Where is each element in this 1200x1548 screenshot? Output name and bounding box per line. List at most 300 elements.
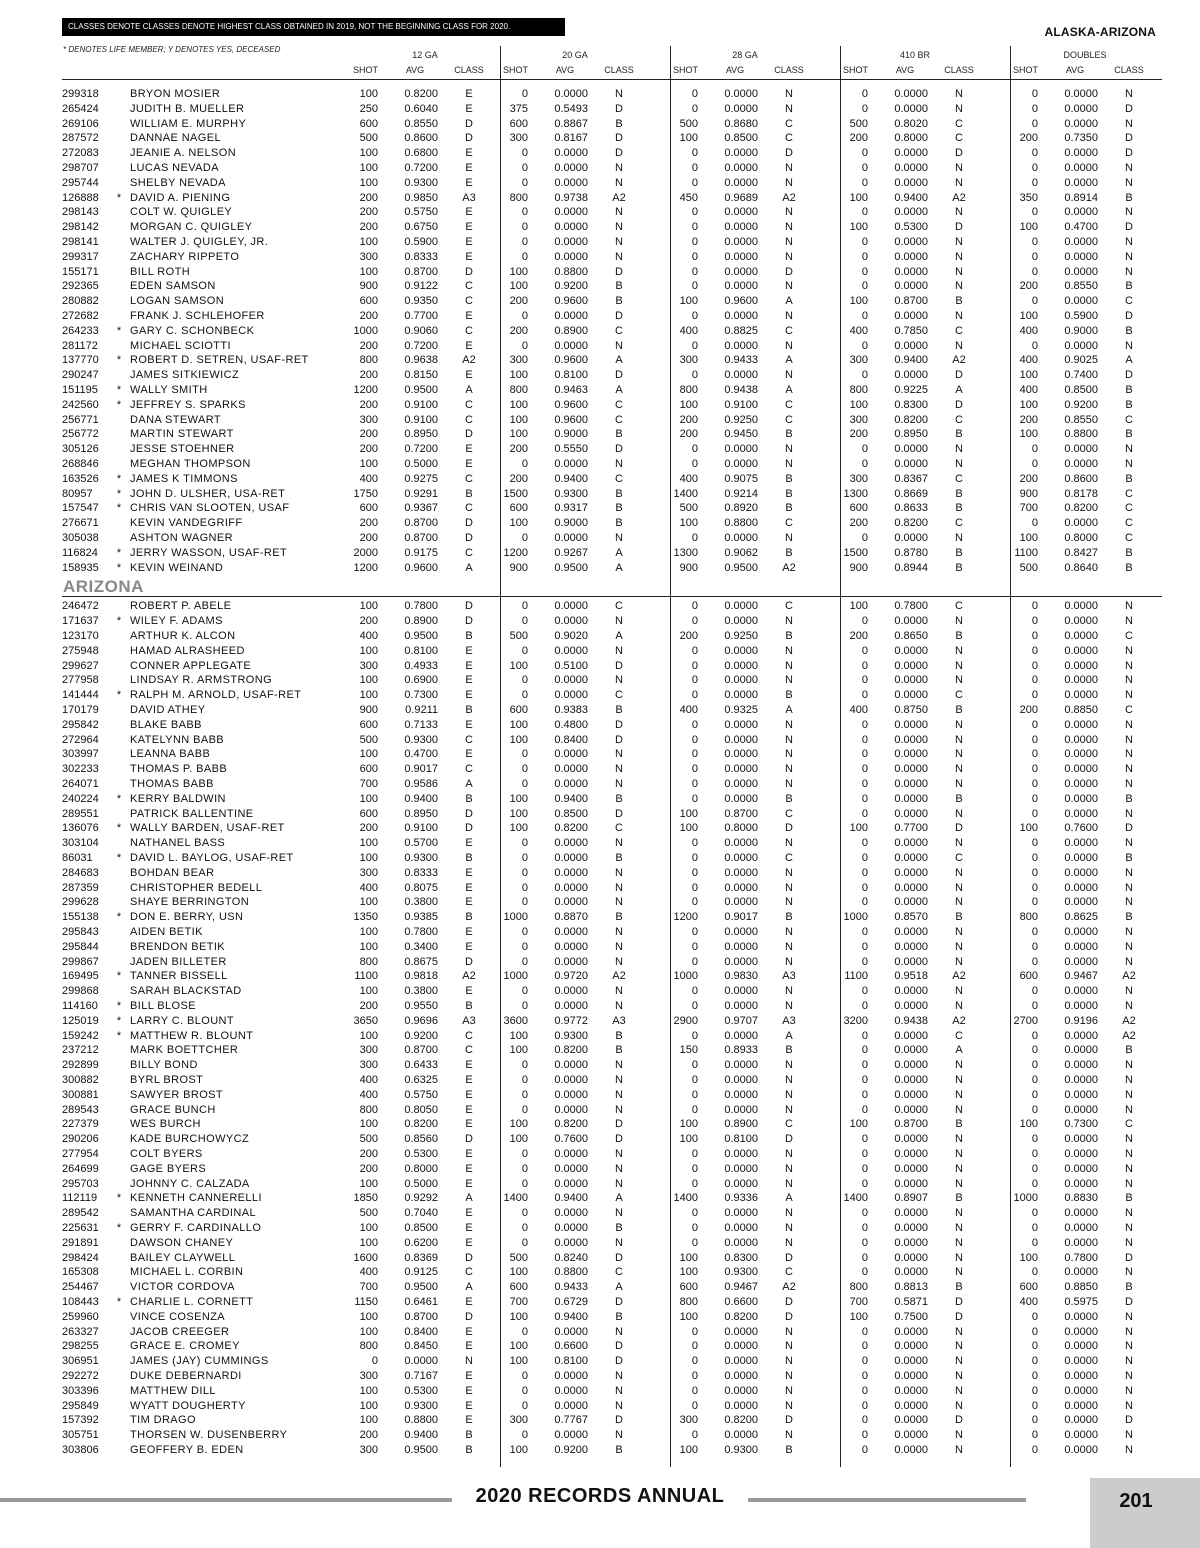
avg-value: 0.0000 — [724, 1029, 758, 1042]
class-value: D — [615, 718, 623, 731]
class-value: C — [465, 1029, 473, 1042]
shot-value: 0 — [691, 985, 698, 998]
avg-value: 0.0000 — [1064, 1236, 1098, 1249]
table-row — [62, 1221, 1162, 1236]
class-value: B — [615, 1044, 623, 1057]
class-value: N — [785, 926, 793, 938]
class-value: A2 — [782, 1281, 796, 1294]
member-id: 292365 — [62, 280, 99, 293]
member-id: 306951 — [62, 1355, 99, 1368]
class-value: N — [785, 940, 793, 953]
class-value: N — [1125, 718, 1133, 731]
avg-value: 0.0000 — [1064, 644, 1098, 657]
shot-value: 0 — [691, 1355, 698, 1368]
avg-value: 0.8178 — [1064, 487, 1098, 500]
avg-value: 0.0000 — [724, 600, 758, 613]
class-value: B — [1125, 384, 1133, 396]
avg-value: 0.9383 — [554, 704, 588, 716]
avg-header: AVG — [1065, 65, 1085, 75]
shot-value: 100 — [509, 1266, 528, 1279]
shot-value: 0 — [691, 443, 698, 456]
table-row — [62, 427, 1162, 442]
class-value: A2 — [612, 191, 626, 204]
class-value: D — [955, 822, 963, 835]
class-value: E — [465, 896, 473, 909]
class-value: N — [955, 1207, 963, 1220]
avg-value: 0.7200 — [404, 339, 438, 352]
member-id: 299317 — [62, 250, 99, 263]
shot-value: 100 — [509, 718, 528, 731]
shot-value: 200 — [359, 428, 378, 441]
header-rule — [62, 79, 1162, 80]
avg-value: 0.0000 — [1064, 1088, 1098, 1101]
class-value: A3 — [782, 1014, 796, 1027]
class-value: N — [955, 250, 963, 263]
class-value: B — [465, 630, 473, 642]
shot-value: 100 — [509, 369, 528, 382]
avg-value: 0.9292 — [404, 1192, 438, 1205]
shot-value: 0 — [861, 1207, 868, 1220]
class-value: B — [1125, 398, 1133, 411]
class-value: N — [1125, 1074, 1133, 1086]
avg-value: 0.8800 — [554, 1266, 588, 1279]
class-value: D — [1125, 310, 1133, 322]
member-name: KEVIN WEINAND — [130, 561, 224, 574]
avg-value: 0.8800 — [554, 265, 588, 278]
member-name: COLT BYERS — [130, 1148, 203, 1160]
table-row — [62, 925, 1162, 940]
shot-value: 100 — [1019, 822, 1038, 835]
avg-value: 0.0000 — [1064, 117, 1098, 130]
shot-value: 0 — [691, 1236, 698, 1249]
avg-value: 0.0000 — [554, 896, 588, 909]
class-value: D — [615, 1251, 623, 1264]
avg-value: 0.9550 — [404, 1000, 438, 1012]
shot-value: 0 — [691, 1370, 698, 1382]
member-name: SAWYER BROST — [130, 1088, 224, 1101]
avg-value: 0.5750 — [404, 1088, 438, 1101]
shot-value: 700 — [849, 1296, 868, 1308]
class-value: E — [465, 1207, 473, 1220]
shot-value: 700 — [359, 778, 378, 790]
member-id: 298424 — [62, 1251, 99, 1264]
table-row — [62, 1117, 1162, 1132]
avg-value: 0.9100 — [724, 398, 758, 411]
avg-value: 0.8700 — [404, 1310, 438, 1323]
table-row — [62, 131, 1162, 146]
class-value: D — [785, 1414, 793, 1427]
class-value: N — [785, 1222, 793, 1234]
avg-value: 0.5300 — [404, 1148, 438, 1160]
table-row — [62, 279, 1162, 294]
table-row — [62, 235, 1162, 250]
class-value: N — [955, 1384, 963, 1397]
shot-value: 100 — [849, 1310, 868, 1323]
table-row — [62, 1310, 1162, 1325]
member-id: 299868 — [62, 985, 99, 998]
class-value: N — [785, 837, 793, 850]
shot-value: 100 — [509, 1310, 528, 1323]
class-header: CLASS — [604, 65, 634, 75]
class-value: E — [465, 1162, 473, 1175]
shot-value: 0 — [691, 265, 698, 278]
avg-value: 0.8650 — [894, 630, 928, 642]
shot-value: 0 — [371, 1355, 378, 1368]
class-value: N — [615, 88, 623, 100]
class-value: C — [785, 852, 793, 864]
shot-value: 0 — [691, 881, 698, 894]
shot-value: 400 — [849, 324, 868, 337]
member-id: 284683 — [62, 866, 99, 879]
avg-value: 0.0000 — [554, 1000, 588, 1012]
shot-value: 0 — [861, 940, 868, 953]
member-name: CHARLIE L. CORNETT — [130, 1296, 254, 1308]
class-value: C — [785, 132, 793, 145]
avg-value: 0.5000 — [404, 458, 438, 470]
class-value: D — [615, 310, 623, 322]
shot-value: 0 — [691, 1029, 698, 1042]
avg-value: 0.9300 — [404, 733, 438, 746]
member-id: 86031 — [62, 852, 93, 864]
class-value: E — [465, 1074, 473, 1086]
avg-value: 0.0000 — [554, 221, 588, 234]
shot-value: 200 — [509, 443, 528, 456]
shot-value: 100 — [359, 837, 378, 850]
shot-value: 100 — [359, 852, 378, 864]
member-name: DAVID ATHEY — [130, 704, 206, 716]
avg-value: 0.8100 — [404, 644, 438, 657]
avg-value: 0.0000 — [894, 1266, 928, 1279]
avg-value: 0.0000 — [554, 866, 588, 879]
avg-value: 0.9689 — [724, 191, 758, 204]
shot-value: 3600 — [503, 1014, 528, 1027]
avg-value: 0.8669 — [894, 487, 928, 500]
shot-value: 0 — [861, 689, 868, 702]
class-value: B — [955, 1192, 963, 1205]
avg-value: 0.5493 — [554, 102, 588, 115]
shot-value: 200 — [679, 630, 698, 642]
class-value: B — [615, 1310, 623, 1323]
shot-value: 0 — [521, 778, 528, 790]
shot-value: 0 — [861, 88, 868, 100]
avg-value: 0.0000 — [404, 1355, 438, 1368]
shot-value: 0 — [521, 866, 528, 879]
avg-value: 0.9300 — [724, 1444, 758, 1456]
class-value: E — [465, 88, 473, 100]
class-value: A — [615, 354, 623, 367]
avg-value: 0.9336 — [724, 1192, 758, 1205]
member-id: 303806 — [62, 1444, 99, 1456]
shot-header: SHOT — [502, 65, 528, 75]
class-value: B — [785, 689, 793, 702]
avg-value: 0.0000 — [894, 866, 928, 879]
avg-value: 0.4800 — [554, 718, 588, 731]
class-value: B — [1125, 1192, 1133, 1205]
class-value: C — [955, 413, 963, 426]
class-value: N — [955, 866, 963, 879]
class-value: B — [615, 1029, 623, 1042]
class-value: C — [615, 472, 623, 485]
avg-value: 0.0000 — [554, 532, 588, 544]
shot-value: 0 — [1031, 1059, 1038, 1072]
avg-value: 0.0000 — [724, 1429, 758, 1442]
avg-value: 0.8850 — [1064, 704, 1098, 716]
shot-value: 300 — [849, 472, 868, 485]
avg-value: 0.0000 — [1064, 102, 1098, 115]
shot-value: 500 — [679, 502, 698, 515]
avg-value: 0.9400 — [894, 191, 928, 204]
avg-value: 0.8933 — [724, 1044, 758, 1057]
shot-value: 400 — [679, 324, 698, 337]
class-value: N — [615, 1148, 623, 1160]
shot-value: 0 — [861, 1236, 868, 1249]
class-value: N — [1125, 615, 1133, 628]
shot-value: 0 — [861, 1222, 868, 1234]
table-row — [62, 457, 1162, 472]
class-value: B — [465, 911, 473, 924]
avg-value: 0.9600 — [554, 354, 588, 367]
avg-value: 0.8920 — [724, 502, 758, 515]
avg-value: 0.0000 — [724, 852, 758, 864]
class-value: N — [785, 1325, 793, 1338]
class-value: B — [615, 517, 623, 530]
avg-value: 0.7400 — [1064, 369, 1098, 382]
class-value: N — [955, 659, 963, 672]
table-row — [62, 644, 1162, 659]
shot-value: 1000 — [503, 970, 528, 983]
member-name: JOHNNY C. CALZADA — [130, 1177, 250, 1190]
member-name: MATTHEW R. BLOUNT — [130, 1029, 254, 1042]
shot-value: 0 — [861, 1162, 868, 1175]
member-name: EDEN SAMSON — [130, 280, 216, 293]
shot-value: 0 — [691, 1207, 698, 1220]
class-value: N — [785, 176, 793, 189]
avg-value: 0.9772 — [554, 1014, 588, 1027]
shot-value: 0 — [691, 659, 698, 672]
page-number-box — [1090, 1478, 1200, 1548]
member-name: JAMES SITKIEWICZ — [130, 369, 240, 382]
class-value: D — [785, 1296, 793, 1308]
avg-value: 0.8900 — [404, 615, 438, 628]
shot-value: 0 — [691, 837, 698, 850]
shot-value: 0 — [861, 852, 868, 864]
shot-value: 100 — [359, 1029, 378, 1042]
member-name: GEOFFERY B. EDEN — [130, 1444, 244, 1456]
shot-value: 100 — [359, 88, 378, 100]
member-id: 289551 — [62, 807, 99, 820]
member-id: 265424 — [62, 102, 99, 115]
class-value: B — [615, 487, 623, 500]
class-value: N — [615, 866, 623, 879]
class-value: E — [465, 718, 473, 731]
avg-value: 0.0000 — [554, 236, 588, 248]
member-name: WYATT DOUGHERTY — [130, 1399, 246, 1412]
class-value: D — [465, 265, 473, 278]
class-value: D — [465, 117, 473, 130]
member-name: GARY C. SCHONBECK — [130, 324, 255, 337]
shot-value: 2000 — [353, 546, 378, 559]
member-id: 305038 — [62, 532, 99, 544]
avg-value: 0.0000 — [894, 644, 928, 657]
shot-value: 0 — [521, 763, 528, 776]
avg-value: 0.8200 — [554, 822, 588, 835]
class-value: B — [785, 911, 793, 924]
class-value: E — [465, 644, 473, 657]
avg-value: 0.8675 — [404, 955, 438, 968]
avg-value: 0.0000 — [894, 940, 928, 953]
avg-value: 0.0000 — [894, 1029, 928, 1042]
avg-value: 0.0000 — [894, 792, 928, 805]
avg-value: 0.0000 — [894, 926, 928, 938]
class-value: N — [955, 748, 963, 761]
avg-value: 0.9017 — [724, 911, 758, 924]
footer-rule-left — [0, 1498, 452, 1502]
class-value: N — [785, 1370, 793, 1382]
shot-value: 100 — [1019, 310, 1038, 322]
member-name: GRACE BUNCH — [130, 1103, 216, 1116]
shot-value: 0 — [521, 1429, 528, 1442]
shot-value: 0 — [691, 1340, 698, 1353]
avg-value: 0.0000 — [1064, 1444, 1098, 1456]
member-name: JAMES K TIMMONS — [130, 472, 238, 485]
avg-value: 0.9586 — [404, 778, 438, 790]
shot-value: 100 — [679, 517, 698, 530]
shot-value: 0 — [1031, 1044, 1038, 1057]
class-value: N — [955, 1133, 963, 1146]
avg-value: 0.8427 — [1064, 546, 1098, 559]
avg-value: 0.0000 — [724, 940, 758, 953]
shot-value: 0 — [691, 763, 698, 776]
avg-value: 0.8200 — [404, 88, 438, 100]
class-value: N — [785, 659, 793, 672]
shot-value: 0 — [1031, 1340, 1038, 1353]
class-value: C — [615, 398, 623, 411]
shot-value: 1350 — [353, 911, 378, 924]
shot-value: 800 — [359, 354, 378, 367]
avg-value: 0.7167 — [404, 1370, 438, 1382]
avg-value: 0.4700 — [1064, 221, 1098, 234]
member-id: 272682 — [62, 310, 99, 322]
class-value: D — [465, 517, 473, 530]
class-value: N — [955, 1370, 963, 1382]
shot-value: 0 — [861, 674, 868, 687]
life-member-mark: * — [116, 689, 122, 702]
column-header-row — [62, 65, 1162, 77]
shot-value: 0 — [1031, 644, 1038, 657]
shot-value: 300 — [509, 132, 528, 145]
avg-value: 0.9100 — [404, 398, 438, 411]
class-value: D — [615, 1340, 623, 1353]
shot-value: 0 — [1031, 88, 1038, 100]
group-title: 28 GA — [732, 50, 758, 60]
avg-value: 0.0000 — [724, 792, 758, 805]
shot-value: 0 — [691, 926, 698, 938]
avg-value: 0.8900 — [724, 1118, 758, 1131]
class-value: B — [465, 792, 473, 805]
shot-value: 700 — [509, 1296, 528, 1308]
avg-value: 0.0000 — [554, 600, 588, 613]
member-id: 126888 — [62, 191, 99, 204]
table-row — [62, 703, 1162, 718]
shot-value: 0 — [1031, 955, 1038, 968]
class-value: D — [1125, 147, 1133, 160]
shot-value: 100 — [509, 792, 528, 805]
member-name: BOHDAN BEAR — [130, 866, 215, 879]
class-value: B — [615, 792, 623, 805]
avg-value: 0.0000 — [1064, 176, 1098, 189]
member-id: 295849 — [62, 1399, 99, 1412]
avg-value: 0.0000 — [894, 985, 928, 998]
table-row — [62, 353, 1162, 368]
shot-value: 0 — [691, 748, 698, 761]
shot-value: 0 — [521, 1103, 528, 1116]
shot-value: 800 — [509, 384, 528, 396]
class-value: D — [465, 807, 473, 820]
class-value: B — [615, 911, 623, 924]
avg-value: 0.5550 — [554, 443, 588, 456]
class-value: D — [465, 600, 473, 613]
shot-value: 0 — [861, 147, 868, 160]
avg-value: 0.0000 — [554, 176, 588, 189]
shot-value: 100 — [509, 822, 528, 835]
avg-value: 0.0000 — [724, 1340, 758, 1353]
shot-value: 0 — [691, 147, 698, 160]
shot-value: 100 — [679, 1133, 698, 1146]
class-value: N — [615, 1103, 623, 1116]
class-value: C — [465, 546, 473, 559]
shot-value: 100 — [509, 807, 528, 820]
shot-value: 0 — [861, 866, 868, 879]
class-header: CLASS — [774, 65, 804, 75]
shot-value: 0 — [861, 1074, 868, 1086]
class-value: N — [615, 1059, 623, 1072]
shot-value: 1000 — [503, 911, 528, 924]
avg-value: 0.7700 — [894, 822, 928, 835]
class-value: N — [1125, 339, 1133, 352]
member-id: 295843 — [62, 926, 99, 938]
shot-value: 600 — [359, 807, 378, 820]
avg-value: 0.0000 — [554, 1384, 588, 1397]
shot-value: 0 — [1031, 339, 1038, 352]
class-value: A2 — [782, 191, 796, 204]
shot-value: 300 — [359, 1370, 378, 1382]
class-value: D — [785, 822, 793, 835]
class-value: B — [465, 1429, 473, 1442]
class-value: N — [615, 250, 623, 263]
member-id: 292272 — [62, 1370, 99, 1382]
class-value: N — [1125, 458, 1133, 470]
shot-value: 0 — [1031, 443, 1038, 456]
class-value: N — [1125, 117, 1133, 130]
class-value: B — [785, 792, 793, 805]
avg-value: 0.0000 — [724, 615, 758, 628]
class-value: D — [785, 1310, 793, 1323]
avg-value: 0.9200 — [404, 1029, 438, 1042]
avg-value: 0.0000 — [894, 1384, 928, 1397]
table-row — [62, 747, 1162, 762]
shot-value: 0 — [691, 955, 698, 968]
class-value: N — [1125, 1325, 1133, 1338]
member-id: 141444 — [62, 689, 99, 702]
avg-value: 0.0000 — [554, 926, 588, 938]
shot-value: 0 — [1031, 985, 1038, 998]
life-member-mark: * — [116, 191, 122, 204]
member-name: LOGAN SAMSON — [130, 295, 225, 308]
class-value: B — [785, 1444, 793, 1456]
shot-value: 200 — [1019, 704, 1038, 716]
shot-value: 300 — [679, 1414, 698, 1427]
class-value: E — [465, 926, 473, 938]
